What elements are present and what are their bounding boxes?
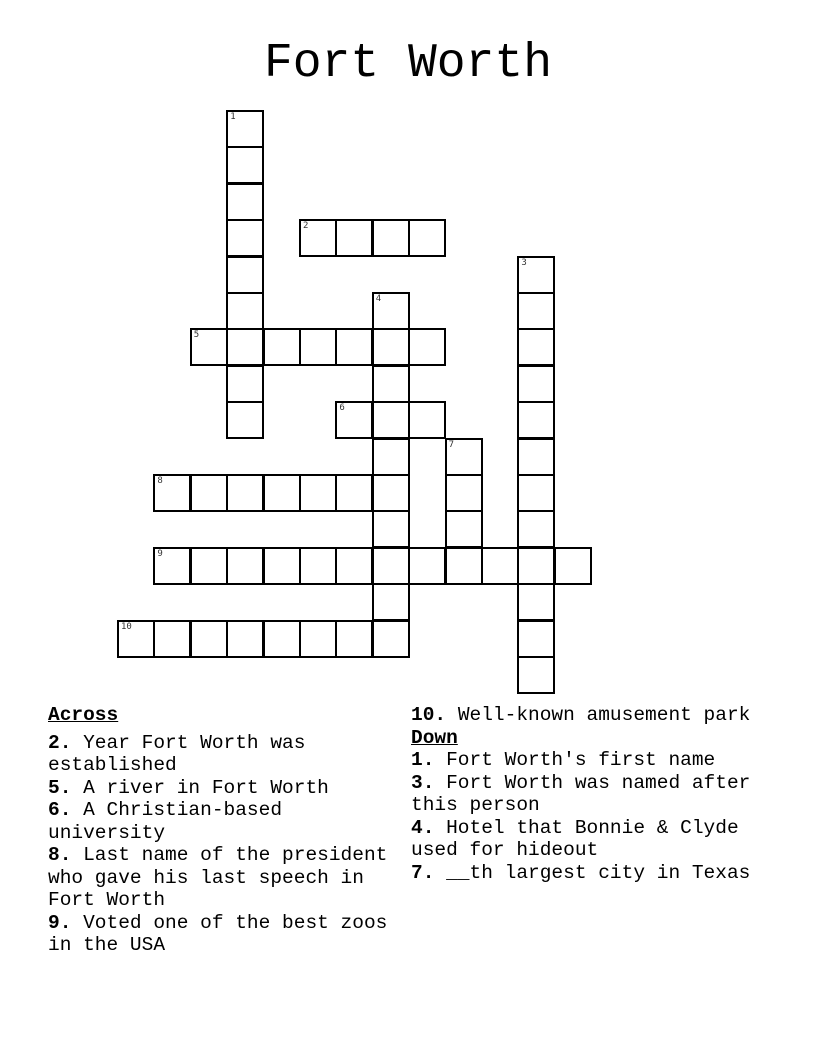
crossword-cell[interactable] [190, 547, 228, 585]
clue-text: Well-known amusement park [457, 704, 751, 726]
clue-text: Hotel that Bonnie & Clyde used for hideout [411, 816, 739, 861]
crossword-cell[interactable] [408, 219, 446, 257]
crossword-cell[interactable] [517, 365, 555, 403]
crossword-cell[interactable] [190, 620, 228, 658]
crossword-cell[interactable] [445, 474, 483, 512]
clue-down-3 [411, 772, 751, 817]
clue-across-8 [48, 844, 398, 912]
puzzle-title: Fort Worth [263, 37, 553, 91]
crossword-cell[interactable] [517, 256, 555, 294]
crossword-cell[interactable] [263, 547, 301, 585]
clue-text: Year Fort Worth was established [48, 731, 306, 776]
clue-number: 1. [411, 749, 435, 771]
crossword-cell[interactable] [335, 219, 373, 257]
crossword-cell[interactable] [299, 219, 337, 257]
crossword-cell[interactable] [517, 547, 555, 585]
cell-number: 5 [193, 330, 200, 341]
cell-number: 10 [121, 621, 132, 632]
crossword-cell[interactable] [372, 620, 410, 658]
crossword-cell[interactable] [517, 620, 555, 658]
clue-across-6 [48, 799, 398, 844]
clue-number: 8. [48, 844, 72, 866]
clue-text: A river in Fort Worth [83, 776, 329, 799]
clue-number: 3. [411, 771, 435, 794]
crossword-cell[interactable] [408, 401, 446, 439]
clue-number: 2. [48, 731, 72, 754]
crossword-cell[interactable] [335, 620, 373, 658]
clue-across-5 [48, 777, 398, 800]
cell-number: 1 [230, 112, 236, 122]
clue-number: 10. [411, 704, 447, 726]
clue-text: Voted one of the best zoos in the USA [48, 911, 388, 956]
crossword-cell[interactable] [226, 146, 264, 184]
clue-text: Fort Worth was named after this person [411, 771, 751, 816]
clue-down-7 [411, 862, 751, 885]
crossword-cell[interactable] [517, 474, 555, 512]
crossword-cell[interactable] [372, 401, 410, 439]
cell-number: 3 [521, 257, 527, 268]
crossword-cell[interactable] [226, 183, 264, 221]
clue-number: 7. [411, 861, 435, 884]
crossword-cell[interactable] [226, 256, 264, 294]
cell-number: 6 [339, 403, 345, 414]
crossword-cell[interactable] [226, 474, 264, 512]
crossword-cell[interactable] [517, 510, 555, 548]
cell-number: 8 [157, 476, 163, 486]
clue-text: __th largest city in Texas [446, 861, 751, 884]
clue-across-10 [411, 704, 751, 727]
clue-down-4 [411, 817, 751, 862]
crossword-cell[interactable] [226, 620, 264, 658]
crossword-cell[interactable] [372, 438, 410, 476]
clue-number: 5. [48, 776, 72, 799]
clues-right-column [411, 704, 751, 884]
crossword-cell[interactable] [335, 401, 373, 439]
crossword-cell[interactable] [299, 328, 337, 366]
crossword-cell[interactable] [445, 547, 483, 585]
clue-down-1 [411, 749, 751, 772]
crossword-cell[interactable] [517, 438, 555, 476]
crossword-cell[interactable] [554, 547, 592, 585]
crossword-cell[interactable] [335, 547, 373, 585]
clue-number: 9. [48, 911, 72, 934]
crossword-cell[interactable] [226, 110, 264, 148]
crossword-cell[interactable] [408, 547, 446, 585]
crossword-cell[interactable] [445, 438, 483, 476]
cell-number: 4 [375, 294, 382, 304]
crossword-cell[interactable] [263, 328, 301, 366]
crossword-cell[interactable] [299, 620, 337, 658]
clue-number: 4. [411, 816, 435, 839]
clue-text: Fort Worth's first name [446, 749, 716, 771]
crossword-cell[interactable] [372, 328, 410, 366]
clues-left-column [48, 704, 398, 957]
clue-text: A Christian-based university [48, 799, 283, 844]
crossword-cell[interactable] [335, 474, 373, 512]
across-heading: Across [48, 704, 119, 726]
crossword-cell[interactable] [517, 656, 555, 694]
crossword-cell[interactable] [299, 474, 337, 512]
clue-across-2 [48, 732, 398, 777]
clue-text: Last name of the president who gave his last speech in Fort Worth [48, 844, 388, 911]
crossword-cell[interactable] [226, 365, 264, 403]
crossword-cell[interactable] [372, 547, 410, 585]
crossword-cell[interactable] [226, 328, 264, 366]
crossword-cell[interactable] [226, 292, 264, 330]
down-heading: Down [411, 726, 458, 749]
crossword-cell[interactable] [153, 620, 191, 658]
crossword-cell[interactable] [517, 328, 555, 366]
crossword-cell[interactable] [372, 510, 410, 548]
crossword-cell[interactable] [372, 474, 410, 512]
crossword-cell[interactable] [153, 547, 191, 585]
cell-number: 7 [448, 439, 455, 450]
crossword-cell[interactable] [408, 328, 446, 366]
crossword-cell[interactable] [372, 583, 410, 621]
crossword-cell[interactable] [335, 328, 373, 366]
crossword-cell[interactable] [445, 510, 483, 548]
crossword-cell[interactable] [190, 328, 228, 366]
cell-number: 2 [303, 221, 309, 232]
clue-across-9 [48, 912, 398, 957]
crossword-cell[interactable] [481, 547, 519, 585]
crossword-cell[interactable] [226, 401, 264, 439]
crossword-cell[interactable] [263, 620, 301, 658]
crossword-cell[interactable] [299, 547, 337, 585]
crossword-cell[interactable] [517, 583, 555, 621]
crossword-cell[interactable] [517, 401, 555, 439]
crossword-cell[interactable] [372, 292, 410, 330]
crossword-cell[interactable] [517, 292, 555, 330]
crossword-cell[interactable] [117, 620, 155, 658]
crossword-cell[interactable] [372, 365, 410, 403]
cell-number: 9 [157, 548, 163, 559]
crossword-cell[interactable] [153, 474, 191, 512]
crossword-cell[interactable] [226, 547, 264, 585]
crossword-cell[interactable] [372, 219, 410, 257]
crossword-cell[interactable] [263, 474, 301, 512]
clue-number: 6. [48, 799, 72, 821]
crossword-cell[interactable] [226, 219, 264, 257]
crossword-cell[interactable] [190, 474, 228, 512]
